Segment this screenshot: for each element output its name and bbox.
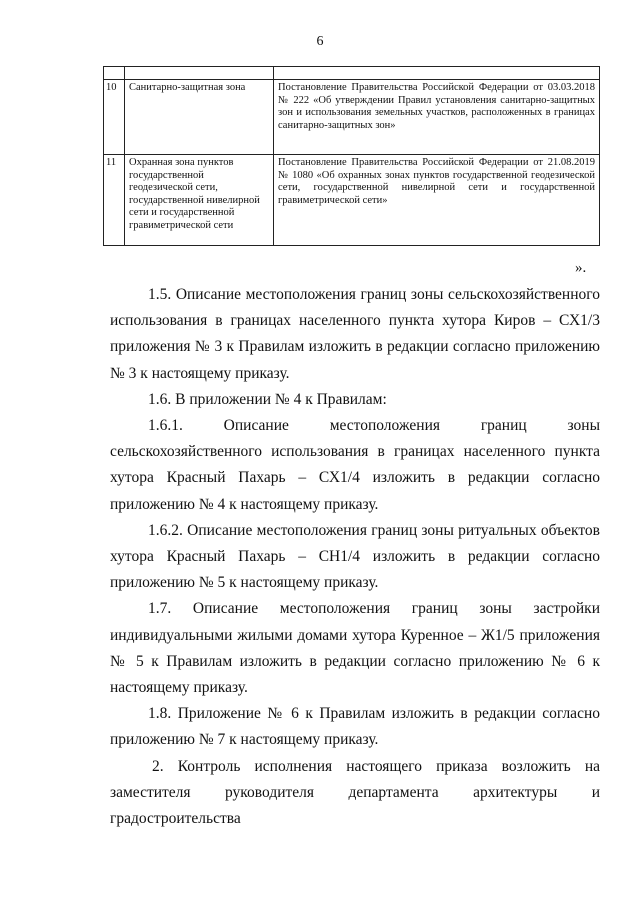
paragraph-1-8: 1.8. Приложение № 6 к Правилам изложить в редакции согласно приложению № 7 к настоящему приказу. — [110, 705, 600, 749]
paragraph-1-7: 1.7. Описание местоположения границ зоны застройки индивидуальными жилыми домами хутора Куренное – Ж1/5 приложения № 5 к Правилам изложить в редакции согласно приложению № 6 к настоящему приказу. — [110, 600, 600, 697]
document-body — [110, 282, 600, 832]
legal-act: Постановление Правительства Российской Федерации от 03.03.2018 № 222 «Об утверждении Правил установления санитарно-защитных зон и использования земельных участков, расположенных в границах санитарно-защитных зон» — [274, 80, 600, 155]
page-number: 6 — [316, 34, 324, 49]
paragraph-1-6-2: 1.6.2. Описание местоположения границ зоны ритуальных объектов хутора Красный Пахарь – СН1/4 изложить в редакции согласно приложению № 5 к настоящему приказу. — [110, 521, 600, 592]
legal-act: Постановление Правительства Российской Федерации от 21.08.2019 № 1080 «Об охранных зонах пунктов государственной геодезической сети, государственной нивелирной сети и государственной гравиметрической сети» — [274, 155, 600, 246]
zone-name: Охранная зона пунктов государственной геодезической сети, государственной нивелирной сети и государственной гравиметрической сети — [125, 155, 274, 246]
table-row — [104, 155, 600, 246]
zone-name: Санитарно-защитная зона — [125, 80, 274, 155]
paragraph-1-6: 1.6. В приложении № 4 к Правилам: — [148, 390, 387, 408]
row-number: 10 — [104, 80, 125, 155]
closing-quote: ». — [575, 260, 587, 276]
paragraph-1-5: 1.5. Описание местоположения границ зоны сельскохозяйственного использования в границах населенного пункта хутора Киров – СХ1/3 приложения № 3 к Правилам изложить в редакции согласно приложению № 3 к настоящему приказу. — [110, 286, 600, 382]
paragraph-2: 2. Контроль исполнения настоящего приказа возложить на заместителя руководителя департамента архитектуры и градостроительства — [110, 757, 600, 828]
paragraph-1-6-1: 1.6.1. Описание местоположения границ зоны сельскохозяйственного использования в границах населенного пункта хутора Красный Пахарь – СХ1/4 изложить в редакции согласно приложению № 4 к настоящему приказу. — [110, 417, 600, 513]
zones-table — [103, 66, 600, 246]
row-number: 11 — [104, 155, 125, 246]
table-row-continuation — [104, 67, 600, 80]
table-row — [104, 80, 600, 155]
